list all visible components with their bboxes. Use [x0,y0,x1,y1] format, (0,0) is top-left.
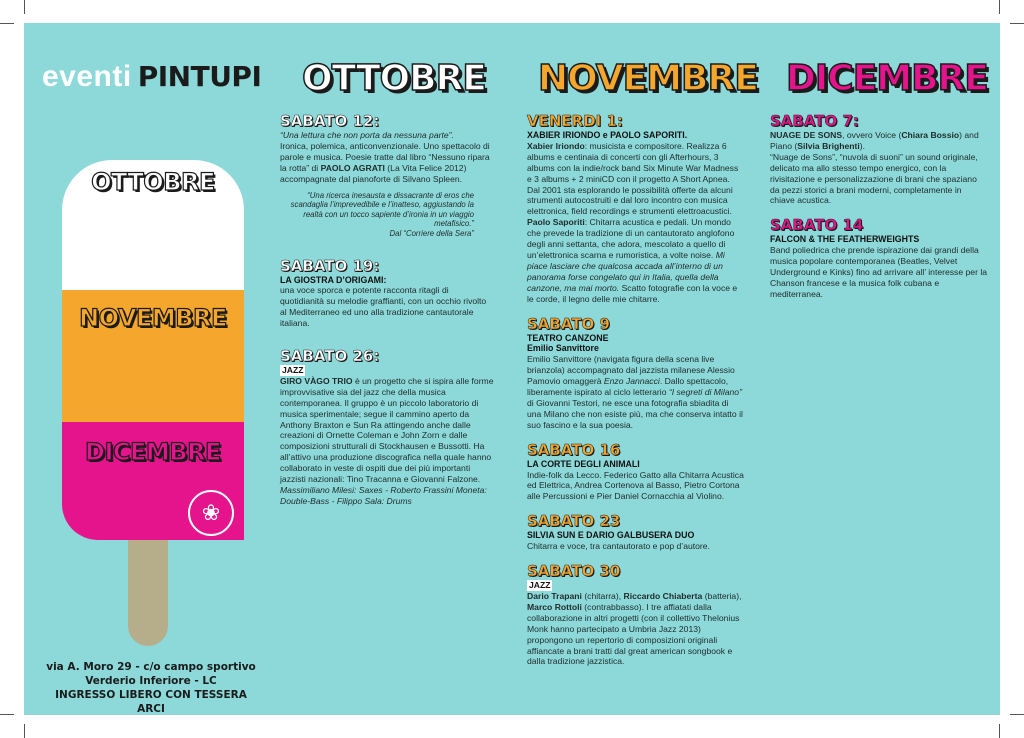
event-desc: Chitarra e voce, tra cantautorato e pop d’autore. [527,541,710,552]
event-day: SABATO 14 [770,216,864,235]
event-oct-19 [280,257,494,330]
event-day: SABATO 26: [280,347,380,366]
event-title: LA GIOSTRA D’ORIGAMI: [280,274,387,285]
popsicle-label-dicembre: DICEMBRE [85,438,221,466]
event-nov-23 [527,512,745,552]
event-desc: (batteria), [704,591,742,601]
artist-name: Paolo Saporiti [527,217,585,228]
event-desc: : musicista e compositore. Realizza 6 albums e centinaia di concerti con gli Afterhours, 3 albums con la indie/rock band Six Minute War Madness e 3 albums + 2 miniCD con il progetto A Short Apnea. Dal 2001 sta esplorando le possibilità offerte da alcuni strumenti autocostruiti e dal loro incontro con musica elettronica, field recordings e strumenti elettroacustici. [527,140,739,217]
event-review-source: Dal “Corriere della Sera” [389,228,474,238]
column-ottobre [280,112,494,525]
event-desc: ) and Piano ( [770,130,979,151]
header-dicembre: DICEMBRE [786,58,988,99]
event-desc-2: (La Vita Felice 2012) accompagnate dal pianoforte di Silvano Spleen. [280,162,467,184]
event-dec-7 [770,112,988,206]
event-oct-12 [280,112,494,239]
header-novembre: NOVEMBRE [538,58,758,99]
address-line3: INGRESSO LIBERO CON TESSERA ARCI [55,689,247,715]
event-day: SABATO 19: [280,256,380,275]
address-line2: Verderio Inferiore - LC [85,675,217,687]
event-title: TEATRO CANZONE [527,332,609,343]
crop-mark [24,724,25,738]
event-title: NUAGE DE SONS [770,130,843,140]
column-novembre [527,112,745,667]
event-day: SABATO 23 [527,512,621,531]
crop-mark [999,724,1000,738]
artist-name: Xabier Iriondo [527,140,585,151]
event-dec-14 [770,216,988,299]
event-day: SABATO 16 [527,440,621,459]
event-desc: : Chitarra acustica e pedali. Un mondo che prevede la tradizione di un cantautorato anglofono degli anni settanta, che adora, mescolato a quello di un’elettronica scarna e rumoristica, a volte noise. [527,217,735,260]
brand-eventi: eventi [42,60,132,93]
venue-address [40,660,262,716]
crop-mark [999,0,1000,14]
brand-title [42,60,261,94]
crop-mark [1010,23,1024,24]
crop-mark [1010,714,1024,715]
event-desc: (contrabbasso). I tre affiatati dalla collaborazione in altri progetti (con il collettivo Thelonius Monk hanno partecipato a Umbria Jazz 2013) propongono un repertorio di composizioni originali affiancate a brani tratti dal great american songbook e dalla tradizione jazzistica. [527,601,740,667]
event-desc: , ovvero Voice ( [842,130,902,140]
event-title: XABIER IRIONDO e PAOLO SAPORITI. [527,130,688,140]
header-ottobre: OTTOBRE [302,58,486,99]
artist-name: Marco Rottoli [527,601,582,612]
event-desc: ). [859,140,866,151]
popsicle-stick [128,540,168,646]
artist-name: Chiara Bossio [901,130,960,140]
event-desc: è un progetto che si ispira alle forme improvvisative sia del jazz che della musica contemporanea. Il gruppo è un piccolo laboratorio di musica sperimentale; segue il cammino aperto da Anthony Braxton e Sun Ra attingendo anche dalle creazioni di Ornette Coleman e John Zorn e dalle composizioni strutturali di Stockhausen e Bussotti. Ha all’attivo una produzione discografica nella quale hanno collaborato in veste di ospiti due dei più importanti jazzisti nazionali: Tino Tracanna e Giovanni Falzone. [280,375,494,485]
event-title: GIRO VÀGO TRIO [280,375,353,386]
event-author: PAOLO AGRATI [320,162,385,173]
event-nov-16 [527,441,745,503]
event-quote-title: “Una lettura che non porta da nessuna parte”. [280,130,454,140]
event-nov-30 [527,562,745,667]
event-desc: Band poliedrica che prende ispirazione dai grandi della musica popolare contemporanea (Beatles, Velvet Underground e Kinks) fino ad arrivare all’ interesse per la Chanson francese e la musica folk cubana e mediterranea. [770,245,988,299]
crop-mark [0,23,14,24]
event-title: FALCON & THE FEATHERWEIGHTS [770,234,920,245]
event-day: VENERDI 1: [527,112,623,130]
artist-name: Riccardo Chiaberta [623,591,703,601]
event-oct-26 [280,347,494,507]
event-day: SABATO 12: [280,112,380,130]
event-desc: di Giovanni Testori, ne esce una fotografia sbiadita di una Milano che non esiste più, ma che conserva intatto il suo fascino e la sua poesia. [527,397,743,430]
crop-mark [0,714,14,715]
event-quote: Mi piace lasciare che qualcosa accada all’interno di un panorama forse congelato qui in Italia, quella della canzone, ma mai morto. [527,249,725,293]
jazz-tag: JAZZ [529,580,551,591]
event-desc-italic: Enzo Jannacci [603,376,660,387]
popsicle-label-ottobre: OTTOBRE [91,168,215,196]
event-day: SABATO 7: [770,112,859,130]
column-dicembre [770,112,988,300]
event-desc: Indie-folk da Lecco. Federico Gatto alla Chitarra Acustica ed Elettrica, Andrea Cortenova al Basso, Pietro Cortona alle Percussioni e Pier Daniel Cornacchia al Violino. [527,469,744,502]
event-title: SILVIA SUN E DARIO GALBUSERA DUO [527,530,695,541]
event-title: LA CORTE DEGLI ANIMALI [527,458,640,469]
event-desc: Ironica, polemica, anticonvenzionale. Uno spettacolo di parole e musica. Poesie tratte dal libro “Nessuno ripara la rotta” di [280,140,490,173]
artist-name: Dario Trapani [527,591,582,601]
event-subtitle: Emilio Sanvittore [527,343,599,354]
event-desc: Emilio Sanvittore (navigata figura della scena live brianzola) accompagnato dal jazzista milanese Alessio Pamovio omaggerà [527,354,735,387]
event-desc-italic: “I segreti di Milano” [668,387,742,398]
event-desc: una voce sporca e potente racconta ritagli di quotidianità su melodie graffianti, con un occhio rivolto al Mediterraneo ed uno alla tradizione cantautorale italiana. [280,285,487,329]
event-day: SABATO 30 [527,562,621,581]
event-credits: Massimiliano Milesi: Saxes - Roberto Frassini Moneta: Double-Bass - Filippo Sala: Drums [280,485,487,506]
event-nov-1 [527,112,745,305]
event-desc: . Dallo spettacolo, liberamente ispirato al ciclo letterario [527,376,729,398]
address-line1: via A. Moro 29 - c/o campo sportivo [46,661,256,673]
jazz-tag: JAZZ [282,365,304,376]
event-day: SABATO 9 [527,314,610,333]
artist-name: Silvia Brighenti [797,140,860,151]
event-desc: Scatto fotografie con la voce e le corde, il legno delle mie chitarre. [527,282,738,304]
pintupi-logo-icon: ❀ [188,490,234,536]
event-desc: (chitarra), [584,591,622,601]
crop-mark [24,0,25,14]
event-nov-9 [527,315,745,431]
popsicle-label-novembre: NOVEMBRE [79,304,227,332]
event-desc: “Nuage de Sons”, “nuvola di suoni” un sound originale, delicato ma allo stesso tempo energico, con la rivisitazione e personalizzazione di brani che spaziano da pezzi storici a brani moderni, completamente in chiave acustica. [770,151,978,206]
brand-name: PINTUPI [137,60,262,93]
event-review: “Una ricerca inesausta e dissacrante di eros che scandaglia l’imprevedibile e l’inatteso, aggiustando la realtà con un tocco sapiente d’ironia in un viaggio metafisico.” [290,190,474,229]
